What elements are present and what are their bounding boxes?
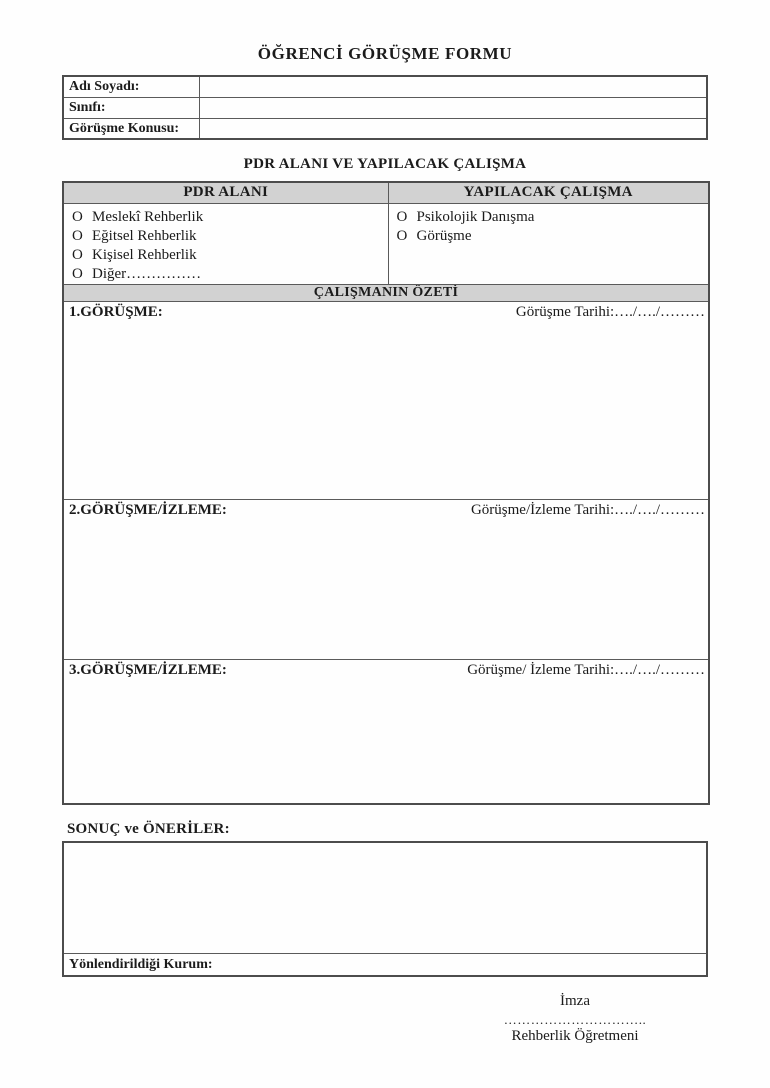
interview-2-head: [64, 500, 708, 519]
class-label: Sınıfı:: [63, 97, 199, 118]
interview-2-date-label: Görüşme/İzleme Tarihi:…./…./………: [470, 501, 705, 518]
column-header-row: [63, 182, 709, 203]
option-egitsel-rehberlik[interactable]: [72, 227, 388, 246]
pdr-main-table: [62, 181, 710, 805]
interview-3-notes-area[interactable]: [63, 659, 709, 804]
yapilacak-calisma-options: [388, 203, 709, 284]
referral-row: [64, 953, 706, 975]
option-label: Psikolojik Danışma: [416, 208, 535, 225]
option-diger[interactable]: [72, 265, 388, 284]
summary-header-row: [63, 284, 709, 301]
interview-1-head: [64, 302, 708, 321]
interview-1-date-label: Görüşme Tarihi:…./…./………: [515, 303, 705, 320]
interview-1-label: 1.GÖRÜŞME:: [69, 303, 163, 320]
student-name-field[interactable]: [199, 76, 707, 97]
referral-field[interactable]: [213, 954, 706, 975]
signature-block: [490, 993, 660, 1045]
pdr-alani-options: [63, 203, 388, 284]
referral-label: Yönlendirildiği Kurum:: [69, 956, 213, 972]
signature-line: …………………………..: [503, 1012, 647, 1027]
calismanin-ozeti-header: ÇALIŞMANIN ÖZETİ: [63, 284, 709, 301]
interview-topic-row: [63, 118, 707, 139]
option-psikolojik-danisma[interactable]: [397, 208, 709, 227]
radio-circle-icon: O: [72, 265, 83, 282]
option-label: Kişisel Rehberlik: [92, 246, 197, 263]
interview-2-row: [63, 499, 709, 659]
interview-topic-field[interactable]: [199, 118, 707, 139]
interview-2-label: 2.GÖRÜŞME/İZLEME:: [69, 501, 227, 518]
interview-3-date-label: Görüşme/ İzleme Tarihi:…./…./………: [467, 661, 705, 678]
class-field[interactable]: [199, 97, 707, 118]
option-label: Diğer……………: [92, 265, 202, 282]
interview-1-notes-area[interactable]: [63, 301, 709, 499]
radio-circle-icon: O: [72, 208, 83, 225]
radio-circle-icon: O: [72, 227, 83, 244]
options-row: [63, 203, 709, 284]
sonuc-oneriler-box: [62, 841, 708, 977]
radio-circle-icon: O: [72, 246, 83, 263]
form-title: ÖĞRENCİ GÖRÜŞME FORMU: [257, 44, 513, 63]
interview-3-head: [64, 660, 708, 679]
option-kisisel-rehberlik[interactable]: [72, 246, 388, 265]
signature-title: İmza: [560, 993, 590, 1009]
option-label: Meslekî Rehberlik: [92, 208, 204, 225]
option-label: Görüşme: [416, 227, 472, 244]
option-mesleki-rehberlik[interactable]: [72, 208, 388, 227]
pdr-alani-header: PDR ALANI: [63, 182, 388, 203]
radio-circle-icon: O: [396, 227, 408, 244]
pdr-section-heading: PDR ALANI VE YAPILACAK ÇALIŞMA: [243, 156, 527, 172]
interview-2-notes-area[interactable]: [63, 499, 709, 659]
option-gorusme[interactable]: [397, 227, 709, 246]
sonuc-oneriler-text-area[interactable]: [64, 843, 706, 953]
yapilacak-calisma-header: YAPILACAK ÇALIŞMA: [388, 182, 709, 203]
student-name-row: [63, 76, 707, 97]
radio-circle-icon: O: [396, 208, 408, 225]
class-row: [63, 97, 707, 118]
sonuc-oneriler-heading: SONUÇ ve ÖNERİLER:: [67, 821, 230, 837]
form-content: [62, 75, 708, 1045]
student-name-label: Adı Soyadı:: [63, 76, 199, 97]
student-info-table: [62, 75, 708, 140]
option-label: Eğitsel Rehberlik: [92, 227, 197, 244]
interview-3-row: [63, 659, 709, 804]
interview-1-row: [63, 301, 709, 499]
signature-role-label: Rehberlik Öğretmeni: [511, 1028, 639, 1044]
interview-topic-label: Görüşme Konusu:: [63, 118, 199, 139]
interview-3-label: 3.GÖRÜŞME/İZLEME:: [69, 661, 227, 678]
